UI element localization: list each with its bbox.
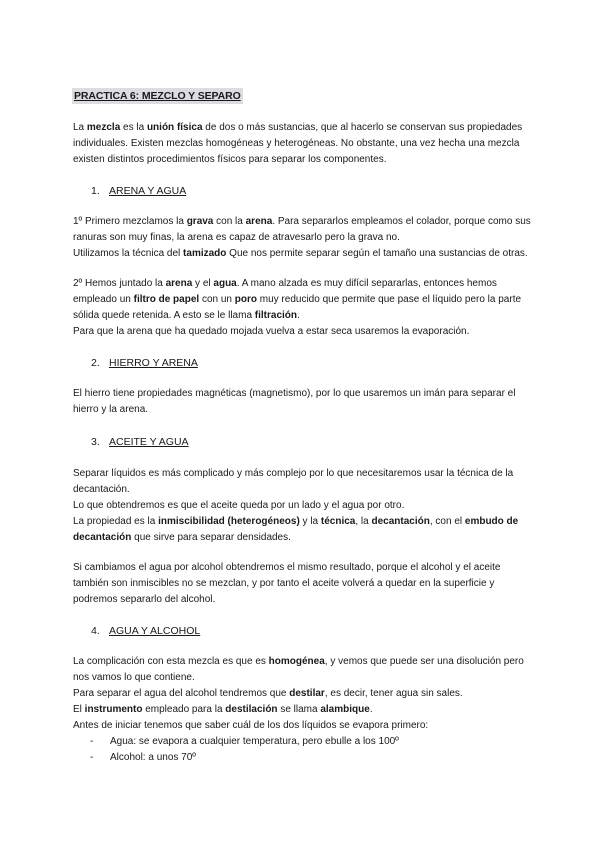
text-line: Separar líquidos es más complicado y más complejo por lo que necesitaremos usar la técnica de la: [73, 468, 514, 479]
text-line: La propiedad es la inmiscibilidad (heterogéneos) y la técnica, la decantación, con el embudo de: [73, 516, 519, 527]
section-3-paragraph-2: [73, 560, 535, 608]
text-line: 2º Hemos juntado la arena y el agua. A mano alzada es muy difícil separarlas, entonces hemos: [73, 278, 497, 289]
section-1-paragraph-2: [73, 276, 535, 340]
text-line: Antes de iniciar tenemos que saber cuál de los dos líquidos se evapora primero:: [73, 720, 429, 731]
text-line: sólida quede retenida. A esto se le llama filtración.: [73, 310, 300, 321]
section-heading-1: 1. ARENA Y AGUA: [91, 185, 187, 197]
intro-paragraph: [73, 120, 535, 168]
section-1-paragraph-1: [73, 214, 535, 262]
text-line: podremos separarlo del alcohol.: [73, 594, 216, 605]
text-line: ranuras son muy finas, la arena es capaz de atravesarlo pero la grava no.: [73, 232, 400, 243]
text-line: El instrumento empleado para la destilación se llama alambique.: [73, 704, 373, 715]
list-item: - Alcohol: a unos 70º: [90, 752, 196, 763]
text-line: La mezcla es la unión física de dos o más sustancias, que al hacerlo se conservan sus propiedades: [73, 122, 523, 133]
text-line: existen distintos procedimientos físicos para separar los componentes.: [73, 154, 387, 165]
text-line: individuales. Existen mezclas homogéneas y heterogéneas. No obstante, una vez hecha una mezcla: [73, 138, 520, 149]
text-line: Para que la arena que ha quedado mojada vuelva a estar seca usaremos la evaporación.: [73, 326, 470, 337]
section-heading-3: 3. ACEITE Y AGUA: [91, 436, 189, 448]
text-line: Para separar el agua del alcohol tendremos que destilar, es decir, tener agua sin sales.: [73, 688, 463, 699]
page-title: PRACTICA 6: MEZCLO Y SEPARO: [74, 90, 241, 102]
section-heading-2: 2. HIERRO Y ARENA: [91, 357, 198, 369]
text-line: hierro y la arena.: [73, 404, 149, 415]
text-line: La complicación con esta mezcla es que es homogénea, y vemos que puede ser una disolución pero: [73, 656, 524, 667]
text-line: también son inmiscibles no se mezclan, y por tanto el aceite volverá a quedar en la superficie y: [73, 578, 495, 589]
section-3-paragraph-1: [73, 466, 535, 546]
text-line: decantación que sirve para separar densidades.: [73, 532, 291, 543]
text-line: Lo que obtendremos es que el aceite queda por un lado y el agua por otro.: [73, 500, 405, 511]
text-line: Si cambiamos el agua por alcohol obtendremos el mismo resultado, porque el alcohol y el aceite: [73, 562, 501, 573]
section-4-paragraph: [73, 654, 535, 734]
text-line: nos vamos lo que contiene.: [73, 672, 195, 683]
list-item: - Agua: se evapora a cualquier temperatura, pero ebulle a los 100º: [90, 736, 399, 747]
text-line: empleado un filtro de papel con un poro muy reducido que permite que pase el líquido pero la parte: [73, 294, 522, 305]
section-2-paragraph: [73, 386, 535, 418]
text-line: decantación.: [73, 484, 130, 495]
text-line: El hierro tiene propiedades magnéticas (magnetismo), por lo que usaremos un imán para separar el: [73, 388, 516, 399]
bullet-list: [90, 734, 399, 766]
section-heading-4: 4. AGUA Y ALCOHOL: [91, 625, 201, 637]
text-line: Utilizamos la técnica del tamizado Que nos permite separar según el tamaño una sustancias de otras.: [73, 248, 528, 259]
text-line: 1º Primero mezclamos la grava con la arena. Para separarlos empleamos el colador, porque como sus: [73, 216, 531, 227]
